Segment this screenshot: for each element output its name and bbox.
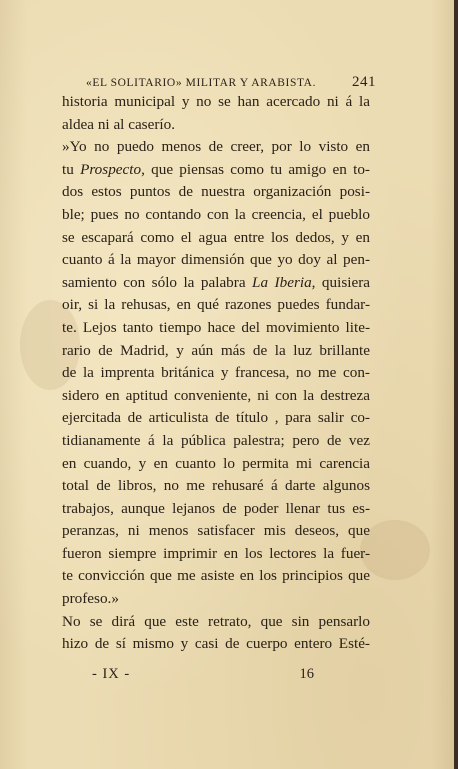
text-line: tu Prospecto, que piensas como tu amigo en to- <box>62 160 370 178</box>
running-header <box>86 74 376 91</box>
text-line: dos estos puntos de nuestra organización posi- <box>62 183 370 201</box>
text-line: ejercitada de articulista de título , para salir co- <box>62 409 370 427</box>
text-line: samiento con sólo la palabra La Iberia, quisiera <box>62 273 371 291</box>
text-line: se escapará como el agua entre los dedos, y en <box>62 228 370 246</box>
text-line: No se dirá que este retrato, que sin pensarlo <box>62 612 370 630</box>
text-line: rario de Madrid, y aún más de la luz brillante <box>62 341 370 359</box>
text-line: »Yo no puedo menos de creer, por lo visto en <box>62 138 370 156</box>
body-text <box>62 91 370 656</box>
paper-stain <box>360 520 430 580</box>
text-line: aldea ni al caserío. <box>62 115 176 133</box>
text-line: trabajos, aunque lejanos de poder llenar tus es- <box>62 499 370 517</box>
text-line: ble; pues no contando con la creencia, el pueblo <box>62 205 370 223</box>
text-line: oir, si la rehusas, en qué razones puedes fundar- <box>62 296 370 314</box>
signature-mark: - IX - <box>92 666 131 682</box>
text-line: te. Lejos tanto tiempo hace del movimiento lite- <box>62 318 370 336</box>
page-number: 241 <box>352 74 376 90</box>
text-line: profeso.» <box>62 590 119 608</box>
text-line: te convicción que me asiste en los principios que <box>62 567 370 585</box>
page-edge <box>454 0 458 769</box>
text-line: en cuando, y en cuanto lo permita mi carencia <box>62 454 370 472</box>
page-footer <box>92 666 314 683</box>
text-line: sidero en aptitud conveniente, ni con la destreza <box>62 386 370 404</box>
text-line: cuanto á la mayor dimensión que yo doy al pen- <box>62 251 370 269</box>
text-line: historia municipal y no se han acercado ni á la <box>62 93 370 110</box>
text-line: fueron siempre imprimir en los lectores la fuer- <box>62 544 370 562</box>
text-line: total de libros, no me rehusaré á darte algunos <box>62 477 370 495</box>
text-line: tidianamente á la pública palestra; pero de vez <box>62 431 370 449</box>
text-line: de la imprenta británica y francesa, no me con- <box>62 364 370 382</box>
gathering-number: 16 <box>299 666 314 682</box>
text-line: hizo de sí mismo y casi de cuerpo entero Esté- <box>62 635 370 653</box>
running-title: «EL SOLITARIO» MILITAR Y ARABISTA. <box>86 77 317 89</box>
text-line: peranzas, ni menos satisfacer mis deseos, que <box>62 522 370 540</box>
